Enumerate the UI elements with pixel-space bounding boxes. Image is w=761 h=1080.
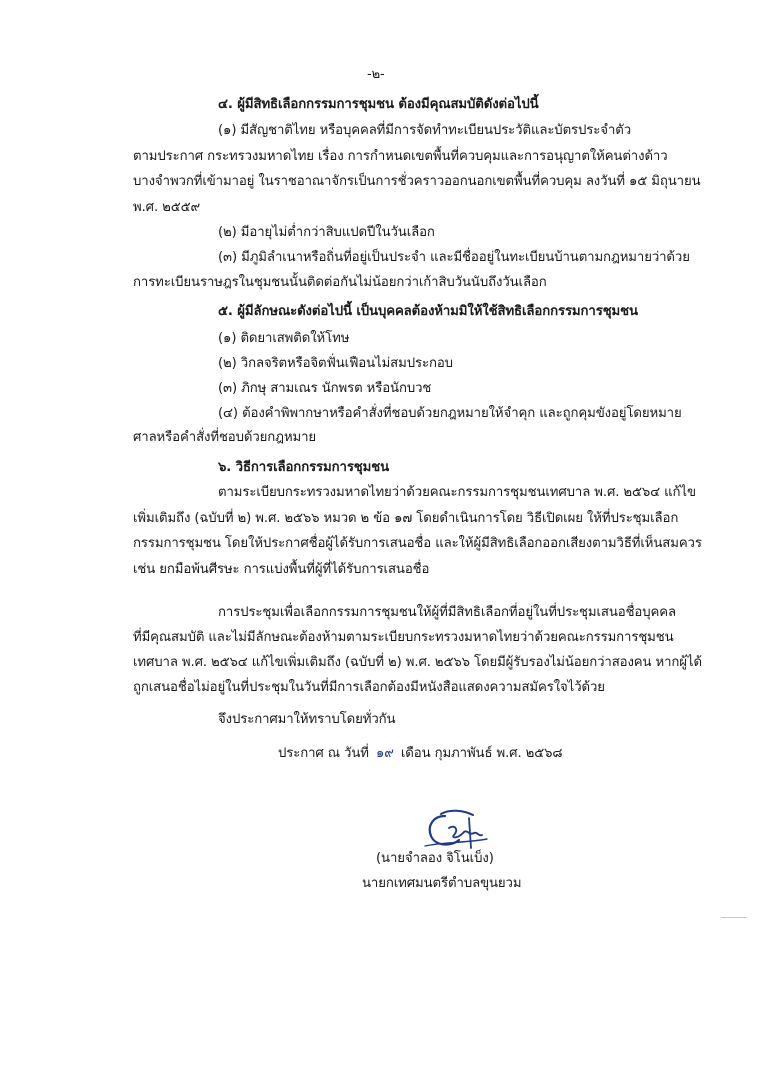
signer-title: นายกเทศมนตรีตำบลขุนยวม: [362, 876, 522, 891]
section-6-para-2-line-4: ถูกเสนอชื่อไม่อยู่ในที่ประชุมในวันที่มีการเลือกต้องมีหนังสือแสดงความสมัครใจไว้ด้วย: [133, 680, 605, 695]
announce-day: ๑๙: [375, 746, 394, 761]
section-4-item-2: (๒) มีอายุไม่ต่ำกว่าสิบแปดปีในวันเลือก: [218, 225, 435, 240]
section-5-item-4-line-1: (๔) ต้องคำพิพากษาหรือคำสั่งที่ชอบด้วยกฎหมายให้จำคุก และถูกคุมขังอยู่โดยหมาย: [218, 406, 682, 421]
section-4-heading: ๔. ผู้มีสิทธิเลือกกรรมการชุมชน ต้องมีคุณสมบัติดังต่อไปนี้: [218, 97, 539, 112]
section-5-item-2: (๒) วิกลจริตหรือจิตฟั่นเฟือนไม่สมประกอบ: [218, 356, 453, 371]
section-4-item-3-line-1: (๓) มีภูมิลำเนาหรือถิ่นที่อยู่เป็นประจำ และมีชื่ออยู่ในทะเบียนบ้านตามกฎหมายว่าด้วย: [218, 250, 690, 265]
section-4-item-1-line-4: พ.ศ. ๒๕๕๙: [133, 200, 201, 215]
section-4-item-1-line-1: (๑) มีสัญชาติไทย หรือบุคคลที่มีการจัดทำทะเบียนประวัติและบัตรประจำตัว: [218, 123, 632, 138]
announce-prefix: ประกาศ ณ วันที่: [278, 746, 369, 761]
section-5-item-3: (๓) ภิกษุ สามเณร นักพรต หรือนักบวช: [218, 381, 432, 396]
announce-suffix: เดือน กุมภาพันธ์ พ.ศ. ๒๕๖๘: [400, 746, 563, 761]
signer-name: (นายจำลอง จิโนเบ็ง): [376, 851, 494, 866]
section-5-item-4-line-2: ศาลหรือคำสั่งที่ชอบด้วยกฎหมาย: [133, 430, 317, 445]
section-6-para-1-line-4: เช่น ยกมือพ้นศีรษะ การแบ่งพื้นที่ผู้ที่ได้รับการเสนอชื่อ: [133, 562, 430, 577]
section-6-heading: ๖. วิธีการเลือกกรรมการชุมชน: [218, 460, 390, 475]
closing-statement: จึงประกาศมาให้ทราบโดยทั่วกัน: [218, 712, 396, 727]
section-6-para-1-line-3: กรรมการชุมชน โดยให้ประกาศชื่อผู้ได้รับการเสนอชื่อ และให้ผู้มีสิทธิเลือกออกเสียงตามวิธีที่เห็นสมควร: [133, 536, 702, 551]
section-6-para-2-line-3: เทศบาล พ.ศ. ๒๕๖๔ แก้ไขเพิ่มเติมถึง (ฉบับที่ ๒) พ.ศ. ๒๕๖๖ โดยมีผู้รับรองไม่น้อยกว่าสองคน หากผู้ได้: [133, 655, 702, 670]
section-6-para-2-line-1: การประชุมเพื่อเลือกกรรมการชุมชนให้ผู้ที่มีสิทธิเลือกที่อยู่ในที่ประชุมเสนอชื่อบุคคล: [218, 605, 676, 620]
section-6-para-2-line-2: ที่มีคุณสมบัติ และไม่มีลักษณะต้องห้ามตามระเบียบกระทรวงมหาดไทยว่าด้วยคณะกรรมการชุมชน: [133, 630, 674, 645]
section-4-item-3-line-2: การทะเบียนราษฎรในชุมชนนั้นติดต่อกันไม่น้อยกว่าเก้าสิบวันนับถึงวันเลือก: [133, 275, 547, 290]
section-5-heading: ๕. ผู้มีลักษณะดังต่อไปนี้ เป็นบุคคลต้องห้ามมิให้ใช้สิทธิเลือกกรรมการชุมชน: [218, 304, 638, 319]
section-4-item-1-line-2: ตามประกาศ กระทรวงมหาดไทย เรื่อง การกำหนดเขตพื้นที่ควบคุมและการอนุญาตให้คนต่างด้าว: [133, 149, 668, 164]
section-5-item-1: (๑) ติดยาเสพติดให้โทษ: [218, 331, 350, 346]
section-4-item-1-line-3: บางจำพวกที่เข้ามาอยู่ ในราชอาณาจักรเป็นการชั่วคราวออกนอกเขตพื้นที่ควบคุม ลงวันที่ ๑๕ มิถุนายน: [133, 174, 701, 189]
signature-mark: [421, 806, 493, 856]
announcement-date: [278, 745, 562, 763]
page-number: -๒-: [367, 67, 385, 82]
edge-mark: [721, 917, 747, 918]
section-6-para-1-line-1: ตามระเบียบกระทรวงมหาดไทยว่าด้วยคณะกรรมการชุมชนเทศบาล พ.ศ. ๒๕๖๔ แก้ไข: [218, 485, 696, 500]
section-6-para-1-line-2: เพิ่มเติมถึง (ฉบับที่ ๒) พ.ศ. ๒๕๖๖ หมวด ๒ ข้อ ๑๗ โดยดำเนินการโดย วิธีเปิดเผย ให้ที่ประชุมเลือก: [133, 511, 679, 526]
